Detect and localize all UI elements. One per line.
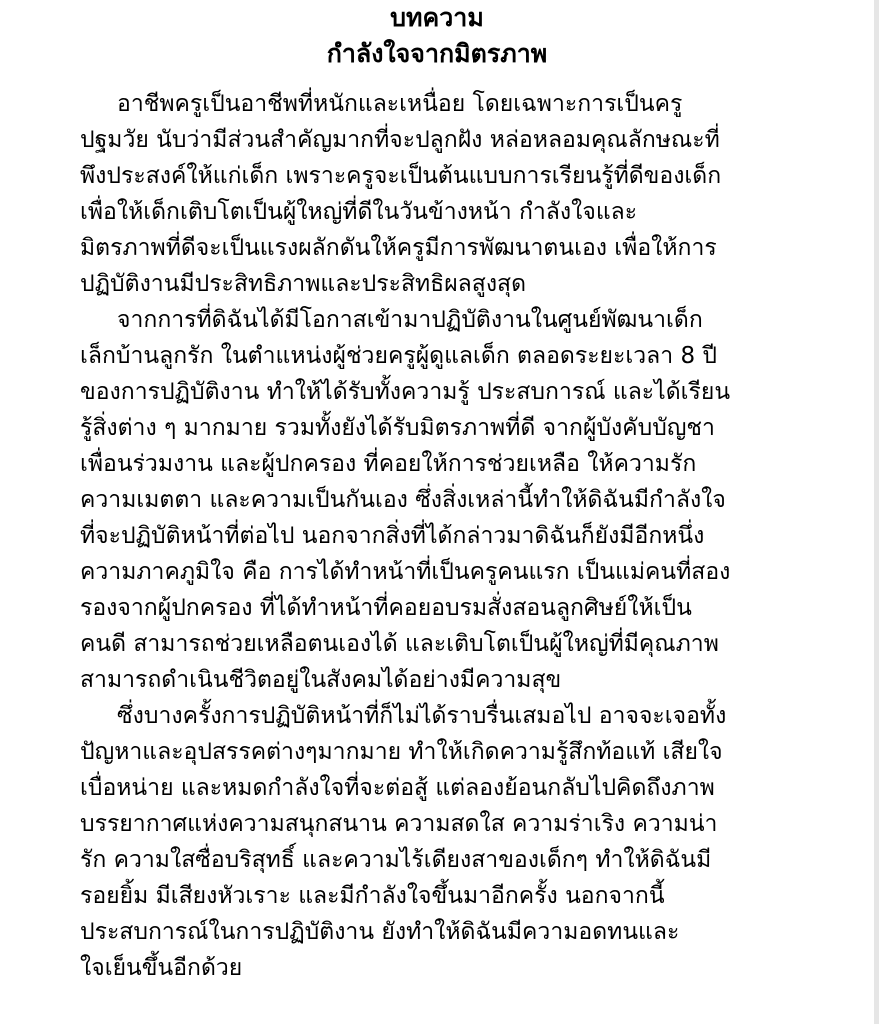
paragraph-2-line-7: ที่จะปฏิบัติหน้าที่ต่อไป นอกจากสิ่งที่ได้กล่าวมาดิฉันก็ยังมีอีกหนึ่ง xyxy=(80,523,705,549)
paragraph-2-line-1: จากการที่ดิฉันได้มีโอกาสเข้ามาปฏิบัติงานในศูนย์พัฒนาเด็ก xyxy=(117,307,703,333)
article-title: กำลังใจจากมิตรภาพ xyxy=(326,39,548,68)
paragraph-2-line-5: เพื่อนร่วมงาน และผู้ปกครอง ที่คอยให้การช่วยเหลือ ให้ความรัก xyxy=(80,451,697,477)
paragraph-2-line-6: ความเมตตา และความเป็นกันเอง ซึ่งสิ่งเหล่านี้ทำให้ดิฉันมีกำลังใจ xyxy=(80,487,726,513)
paragraph-1-line-6: ปฏิบัติงานมีประสิทธิภาพและประสิทธิผลสูงสุด xyxy=(80,271,527,297)
paragraph-3-line-2: ปัญหาและอุปสรรคต่างๆมากมาย ทำให้เกิดความรู้สึกท้อแท้ เสียใจ xyxy=(80,739,723,765)
paragraph-3-line-5: รัก ความใสซื่อบริสุทธิ์ และความไร้เดียงสาของเด็กๆ ทำให้ดิฉันมี xyxy=(80,847,712,873)
paragraph-1-line-2: ปฐมวัย นับว่ามีส่วนสำคัญมากที่จะปลูกฝัง หล่อหลอมคุณลักษณะที่ xyxy=(80,127,720,153)
paragraph-2-line-3: ของการปฏิบัติงาน ทำให้ได้รับทั้งความรู้ ประสบการณ์ และได้เรียน xyxy=(80,379,731,405)
paragraph-1-line-3: พึงประสงค์ให้แก่เด็ก เพราะครูจะเป็นต้นแบบการเรียนรู้ที่ดีของเด็ก xyxy=(80,163,722,189)
document-heading: บทความ xyxy=(390,3,484,32)
paragraph-2-line-2: เล็กบ้านลูกรัก ในตำแหน่งผู้ช่วยครูผู้ดูแลเด็ก ตลอดระยะเวลา 8 ปี xyxy=(80,343,718,369)
paragraph-2-line-8: ความภาคภูมิใจ คือ การได้ทำหน้าที่เป็นครูคนแรก เป็นแม่คนที่สอง xyxy=(80,559,731,585)
paragraph-1-line-4: เพื่อให้เด็กเติบโตเป็นผู้ใหญ่ที่ดีในวันข้างหน้า กำลังใจและ xyxy=(80,199,638,225)
paragraph-3-line-3: เบื่อหน่าย และหมดกำลังใจที่จะต่อสู้ แต่ลองย้อนกลับไปคิดถึงภาพ xyxy=(80,775,715,801)
paragraph-3-line-8: ใจเย็นขึ้นอีกด้วย xyxy=(80,955,243,981)
page-edge-divider xyxy=(874,0,879,1024)
paragraph-3-line-4: บรรยากาศแห่งความสนุกสนาน ความสดใส ความร่าเริง ความน่า xyxy=(80,811,718,837)
paragraph-2-line-9: รองจากผู้ปกครอง ที่ได้ทำหน้าที่คอยอบรมสั่งสอนลูกศิษย์ให้เป็น xyxy=(80,595,692,621)
paragraph-2-line-4: รู้สิ่งต่าง ๆ มากมาย รวมทั้งยังได้รับมิตรภาพที่ดี จากผู้บังคับบัญชา xyxy=(80,415,715,441)
paragraph-3-line-1: ซึ่งบางครั้งการปฏิบัติหน้าที่ก็ไม่ได้ราบรื่นเสมอไป อาจจะเจอทั้ง xyxy=(117,703,727,729)
paragraph-2-line-10: คนดี สามารถช่วยเหลือตนเองได้ และเติบโตเป็นผู้ใหญ่ที่มีคุณภาพ xyxy=(80,631,719,657)
paragraph-3-line-6: รอยยิ้ม มีเสียงหัวเราะ และมีกำลังใจขึ้นมาอีกครั้ง นอกจากนี้ xyxy=(80,883,665,909)
paragraph-2-line-11: สามารถดำเนินชีวิตอยู่ในสังคมได้อย่างมีความสุข xyxy=(80,667,562,693)
paragraph-3-line-7: ประสบการณ์ในการปฏิบัติงาน ยังทำให้ดิฉันมีความอดทนและ xyxy=(80,919,680,945)
paragraph-1-line-1: อาชีพครูเป็นอาชีพที่หนักและเหนื่อย โดยเฉพาะการเป็นครู xyxy=(117,91,683,117)
paragraph-1-line-5: มิตรภาพที่ดีจะเป็นแรงผลักดันให้ครูมีการพัฒนาตนเอง เพื่อให้การ xyxy=(80,235,717,261)
